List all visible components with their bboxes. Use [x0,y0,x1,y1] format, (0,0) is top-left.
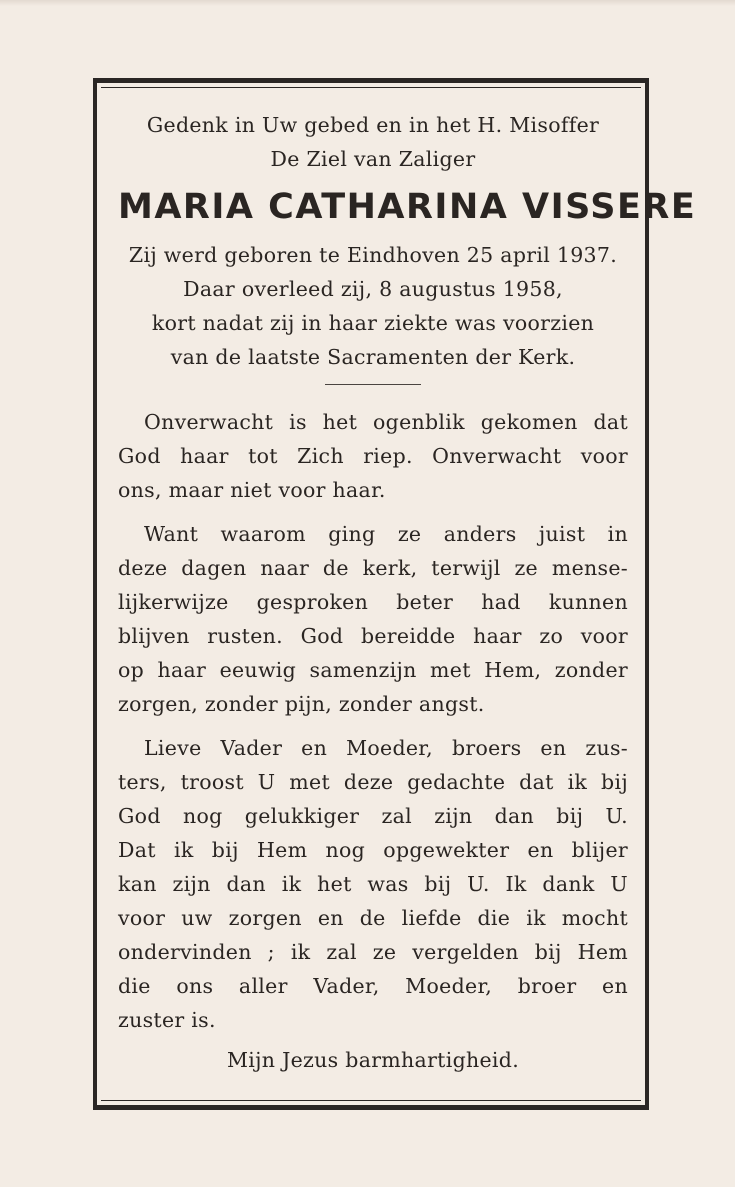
paragraph-unexpected [118,405,628,507]
memorial-card-text [118,108,697,1077]
closing-prayer: Mijn Jezus barmhartigheid. [226,1048,520,1072]
birth-line: Zij werd geboren te Eindhoven 25 april 1937. [128,243,618,267]
card-edge [0,0,735,6]
paragraph-line: die ons aller Vader, Moeder, broer en [118,974,628,998]
paragraph-line: Dat ik bij Hem nog opgewekter en blijer [118,838,628,862]
paragraph-line: deze dagen naar de kerk, terwijl ze mense- [118,556,628,580]
paragraph-line: zorgen, zonder pijn, zonder angst. [118,692,485,716]
paragraph-line: Want waarom ging ze anders juist in [144,522,628,546]
paragraph-line: ters, troost U met deze gedachte dat ik bij [118,770,628,794]
paragraph-parents [118,731,628,1037]
paragraph-line: God nog gelukkiger zal zijn dan bij U. [118,804,628,828]
paragraph-line: ons, maar niet voor haar. [118,478,386,502]
soul-line: De Ziel van Zaliger [270,147,476,171]
death-line: Daar overleed zij, 8 augustus 1958, [183,277,563,301]
paragraph-line: Onverwacht is het ogenblik gekomen dat [144,410,628,434]
sacrament-line-end: van de laatste Sacramenten der Kerk. [170,345,576,369]
divider-rule [325,384,421,385]
paragraph-line: zuster is. [118,1008,216,1032]
paragraph-line: lijkerwijze gesproken beter had kunnen [118,590,628,614]
paragraph-line: ondervinden ; ik zal ze vergelden bij Hem [118,940,628,964]
paragraph-line: op haar eeuwig samenzijn met Hem, zonder [118,658,628,682]
deceased-name: MARIA CATHARINA VISSERE [118,187,697,227]
intro-line: Gedenk in Uw gebed en in het H. Misoffer [146,113,600,137]
paragraph-line: voor uw zorgen en de liefde die ik mocht [118,906,628,930]
paragraph-why [118,517,628,721]
paragraph-line: God haar tot Zich riep. Onverwacht voor [118,444,628,468]
paragraph-line: Lieve Vader en Moeder, broers en zus- [144,736,628,760]
sacrament-line: kort nadat zij in haar ziekte was voorzien [151,311,595,335]
paragraph-line: kan zijn dan ik het was bij U. Ik dank U [118,872,628,896]
paragraph-line: blijven rusten. God bereidde haar zo voor [118,624,628,648]
